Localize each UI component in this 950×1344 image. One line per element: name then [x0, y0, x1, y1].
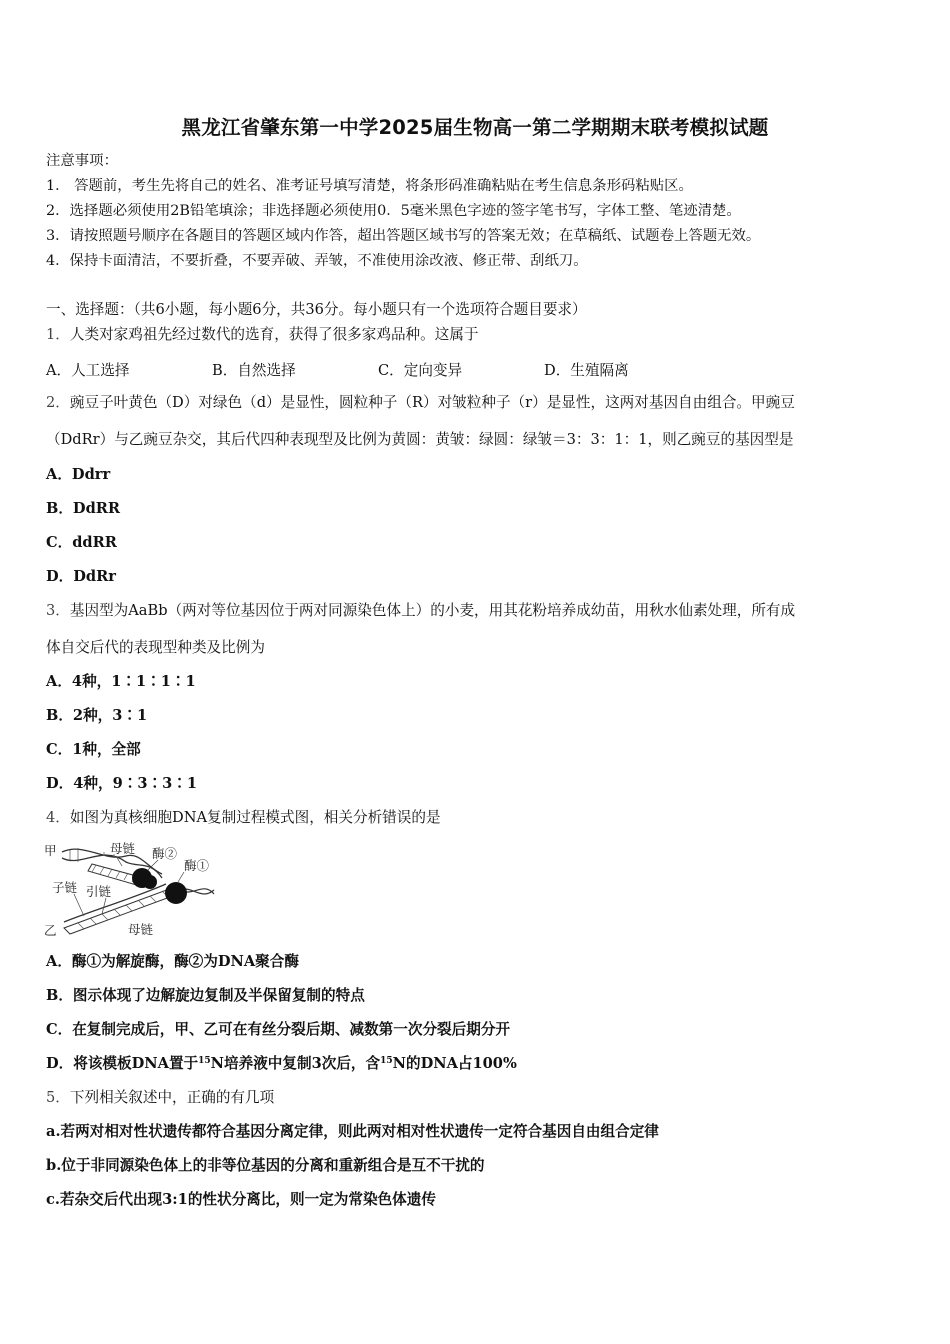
option-d[interactable]: D．生殖隔离 [544, 362, 629, 379]
enzyme-2-lobe-icon [143, 875, 157, 889]
question-number: 4． [46, 809, 70, 826]
option-b[interactable]: B．图示体现了边解旋边复制及半保留复制的特点 [46, 987, 365, 1004]
option-b[interactable]: B．自然选择 [212, 362, 296, 379]
question-1 [46, 325, 479, 345]
option-b[interactable]: B．DdRR [46, 500, 121, 517]
label-jia: 甲 [44, 843, 57, 858]
option-c[interactable]: C．ddRR [46, 534, 117, 551]
question-2 [46, 393, 795, 413]
label-enzyme-2: 酶② [152, 846, 178, 861]
statement-c: c.若杂交后代出现3:1的性状分离比，则一定为常染色体遗传 [46, 1191, 436, 1208]
question-stem: 下列相关叙述中，正确的有几项 [69, 1089, 275, 1106]
option-d-text: N培养液中复制3次后，含 [210, 1055, 381, 1072]
dna-replication-figure [44, 838, 224, 940]
question-3-stem-line2: 体自交后代的表现型种类及比例为 [46, 639, 265, 656]
label-daughter-strand: 子链 [52, 880, 78, 895]
notice-item: 3．请按照题号顺序在各题目的答题区域内作答，超出答题区域书写的答案无效；在草稿纸、试题卷上答题无效。 [46, 228, 761, 244]
option-a[interactable]: A．人工选择 [46, 362, 130, 379]
notice-item: 4．保持卡面清洁，不要折叠，不要弄破、弄皱，不准使用涂改液、修正带、刮纸刀。 [46, 253, 588, 269]
option-a[interactable]: A．Ddrr [46, 466, 111, 483]
enzyme-1-icon [165, 882, 187, 904]
question-4 [46, 808, 441, 828]
option-d-text: N的DNA占100% [392, 1055, 517, 1072]
option-b[interactable]: B．2种，3∶1 [46, 707, 148, 724]
option-a[interactable]: A．4种，1∶1∶1∶1 [46, 673, 196, 690]
question-number: 5． [46, 1089, 70, 1106]
question-1-options [46, 359, 629, 380]
parent-strand-bottom [64, 888, 178, 934]
option-c[interactable]: C．1种，全部 [46, 741, 141, 758]
question-stem: 基因型为AaBb（两对等位基因位于两对同源染色体上）的小麦，用其花粉培养成幼苗，用秋水仙素处理，所有成 [69, 602, 796, 619]
notice-item: 1． 答题前，考生先将自己的姓名、准考证号填写清楚，将条形码准确粘贴在考生信息条形码粘贴区。 [46, 178, 693, 194]
question-number: 1． [46, 326, 70, 343]
question-stem: 人类对家鸡祖先经过数代的选育，获得了很多家鸡品种。这属于 [69, 326, 479, 343]
isotope-superscript: 15 [380, 1056, 393, 1066]
question-3 [46, 601, 795, 621]
option-a[interactable]: A．酶①为解旋酶，酶②为DNA聚合酶 [46, 953, 299, 970]
label-enzyme-1: 酶① [184, 858, 210, 873]
option-d-text: D．将该模板DNA置于 [46, 1055, 199, 1072]
label-yi: 乙 [44, 923, 57, 938]
isotope-superscript: 15 [198, 1056, 211, 1066]
label-parent-strand-top: 母链 [110, 841, 136, 856]
section-heading: 一、选择题：（共6小题，每小题6分，共36分。每小题只有一个选项符合题目要求） [46, 301, 587, 318]
question-stem: 豌豆子叶黄色（D）对绿色（d）是显性，圆粒种子（R）对皱粒种子（r）是显性，这两对基因自由组合。甲豌豆 [69, 394, 795, 411]
notice-heading: 注意事项： [46, 153, 118, 169]
option-d[interactable]: D．4种，9∶3∶3∶1 [46, 775, 197, 792]
option-c[interactable]: C．定向变异 [378, 362, 463, 379]
statement-b: b.位于非同源染色体上的非等位基因的分离和重新组合是互不干扰的 [46, 1157, 485, 1174]
label-primer-strand: 引链 [86, 884, 112, 899]
question-number: 3． [46, 602, 70, 619]
question-2-stem-line2: （DdRr）与乙豌豆杂交，其后代四种表现型及比例为黄圆：黄皱：绿圆：绿皱＝3：3：1：1，则乙豌豆的基因型是 [46, 431, 794, 448]
option-d[interactable] [46, 1054, 517, 1074]
question-number: 2． [46, 394, 70, 411]
label-parent-strand-bottom: 母链 [128, 922, 154, 937]
question-stem: 如图为真核细胞DNA复制过程模式图，相关分析错误的是 [69, 809, 441, 826]
question-5 [46, 1088, 274, 1108]
statement-a: a.若两对相对性状遗传都符合基因分离定律，则此两对相对性状遗传一定符合基因自由组合定律 [46, 1123, 659, 1140]
option-d[interactable]: D．DdRr [46, 568, 116, 585]
option-c[interactable]: C．在复制完成后，甲、乙可在有丝分裂后期、减数第一次分裂后期分开 [46, 1021, 511, 1038]
notice-item: 2．选择题必须使用2B铅笔填涂；非选择题必须使用0．5毫米黑色字迹的签字笔书写，字体工整、笔迹清楚。 [46, 203, 741, 219]
page-title: 黑龙江省肇东第一中学2025届生物高一第二学期期末联考模拟试题 [181, 116, 769, 139]
